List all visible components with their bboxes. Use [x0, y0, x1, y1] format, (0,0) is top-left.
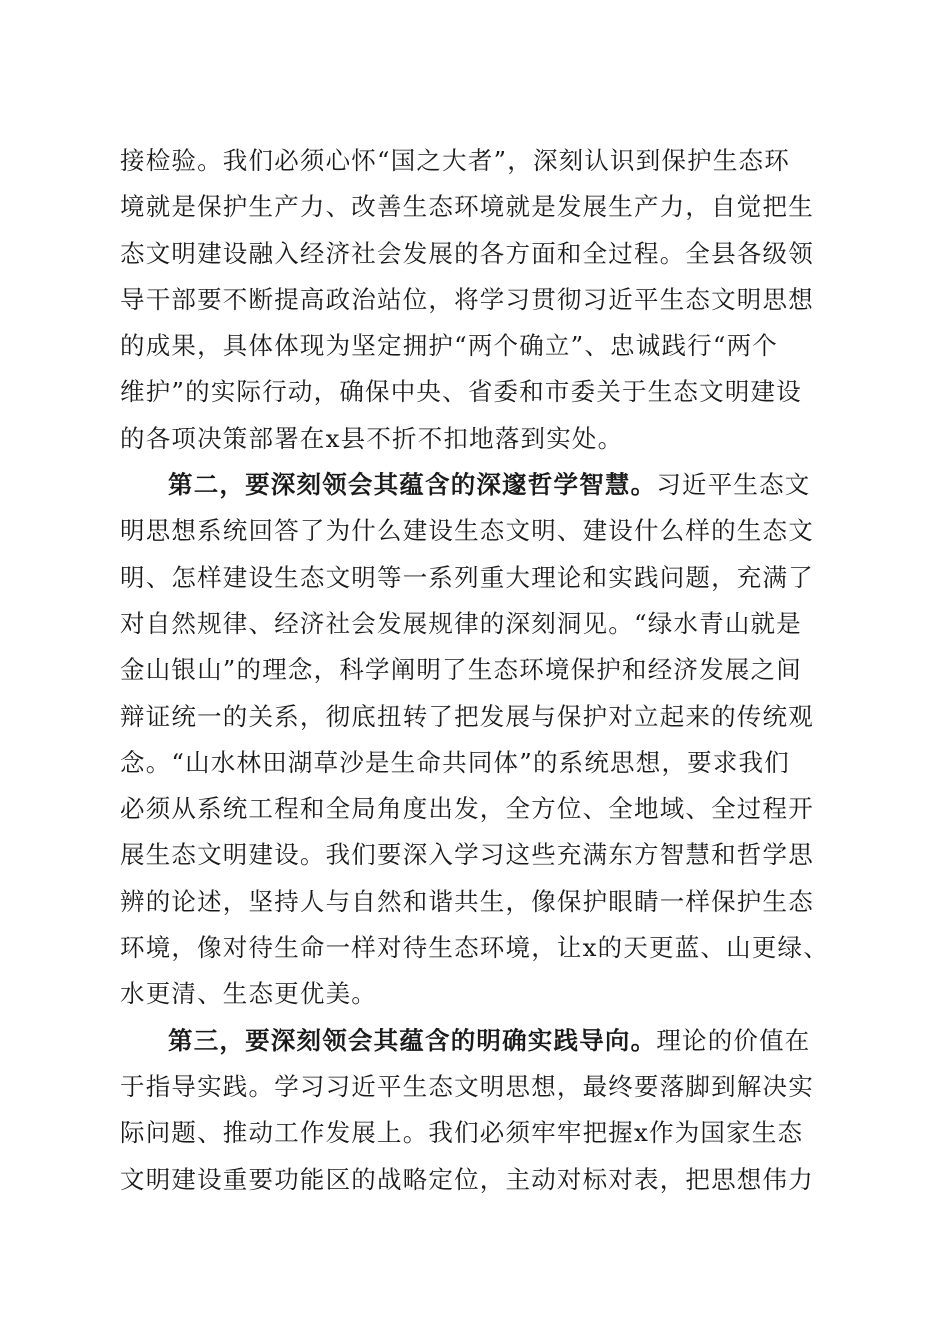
- paragraph-2-first-line: [120, 462, 840, 508]
- paragraph-3-first-line: [120, 1018, 840, 1064]
- text-line: 对自然规律、经济社会发展规律的深刻洞见。“绿水青山就是: [120, 608, 802, 638]
- section-heading-3: 第三，要深刻领会其蕴含的明确实践导向。: [168, 1025, 657, 1055]
- text-line: 必须从系统工程和全局角度出发，全方位、全地域、全过程开: [120, 794, 814, 824]
- text-line: 文明建设重要功能区的战略定位，主动对标对表，把思想伟力: [120, 1164, 814, 1194]
- text-line: 辨的论述，坚持人与自然和谐共生，像保护眼睛一样保护生态: [120, 886, 814, 916]
- text-line: 于指导实践。学习习近平生态文明思想，最终要落脚到解决实: [120, 1071, 814, 1101]
- text-line: 态文明建设融入经济社会发展的各方面和全过程。全县各级领: [120, 238, 814, 268]
- text-line: 水更清、生态更优美。: [120, 979, 377, 1009]
- text-line: 境就是保护生产力、改善生态环境就是发展生产力，自觉把生: [120, 192, 814, 222]
- text-line: 金山银山”的理念，科学阐明了生态环境保护和经济发展之间: [120, 655, 802, 685]
- text-line: 际问题、推动工作发展上。我们必须牢牢把握x作为国家生态: [120, 1118, 804, 1148]
- body-text: [120, 138, 840, 1203]
- text-fragment: 习近平生态文: [656, 470, 811, 500]
- text-fragment: 理论的价值在: [656, 1025, 811, 1055]
- text-line: 的各项决策部署在x县不折不扣地落到实处。: [120, 423, 624, 453]
- text-line: 环境，像对待生命一样对待生态环境，让x的天更蓝、山更绿、: [120, 933, 829, 963]
- text-line: 接检验。我们必须心怀“国之大者”，深刻认识到保护生态环: [120, 146, 790, 175]
- text-line: 维护”的实际行动，确保中央、省委和市委关于生态文明建设: [120, 377, 802, 407]
- text-line: 辩证统一的关系，彻底扭转了把发展与保护对立起来的传统观: [120, 701, 814, 731]
- text-line: 展生态文明建设。我们要深入学习这些充满东方智慧和哲学思: [120, 840, 814, 870]
- text-line: 的成果，具体体现为坚定拥护“两个确立”、忠诚践行“两个: [120, 331, 778, 361]
- text-line: 明、怎样建设生态文明等一系列重大理论和实践问题，充满了: [120, 562, 814, 592]
- text-line: 导干部要不断提高政治站位，将学习贯彻习近平生态文明思想: [120, 284, 814, 314]
- section-heading-2: 第二，要深刻领会其蕴含的深邃哲学智慧。: [168, 470, 657, 500]
- text-line: 明思想系统回答了为什么建设生态文明、建设什么样的生态文: [120, 516, 814, 546]
- text-line: 念。“山水林田湖草沙是生命共同体”的系统思想，要求我们: [120, 747, 790, 777]
